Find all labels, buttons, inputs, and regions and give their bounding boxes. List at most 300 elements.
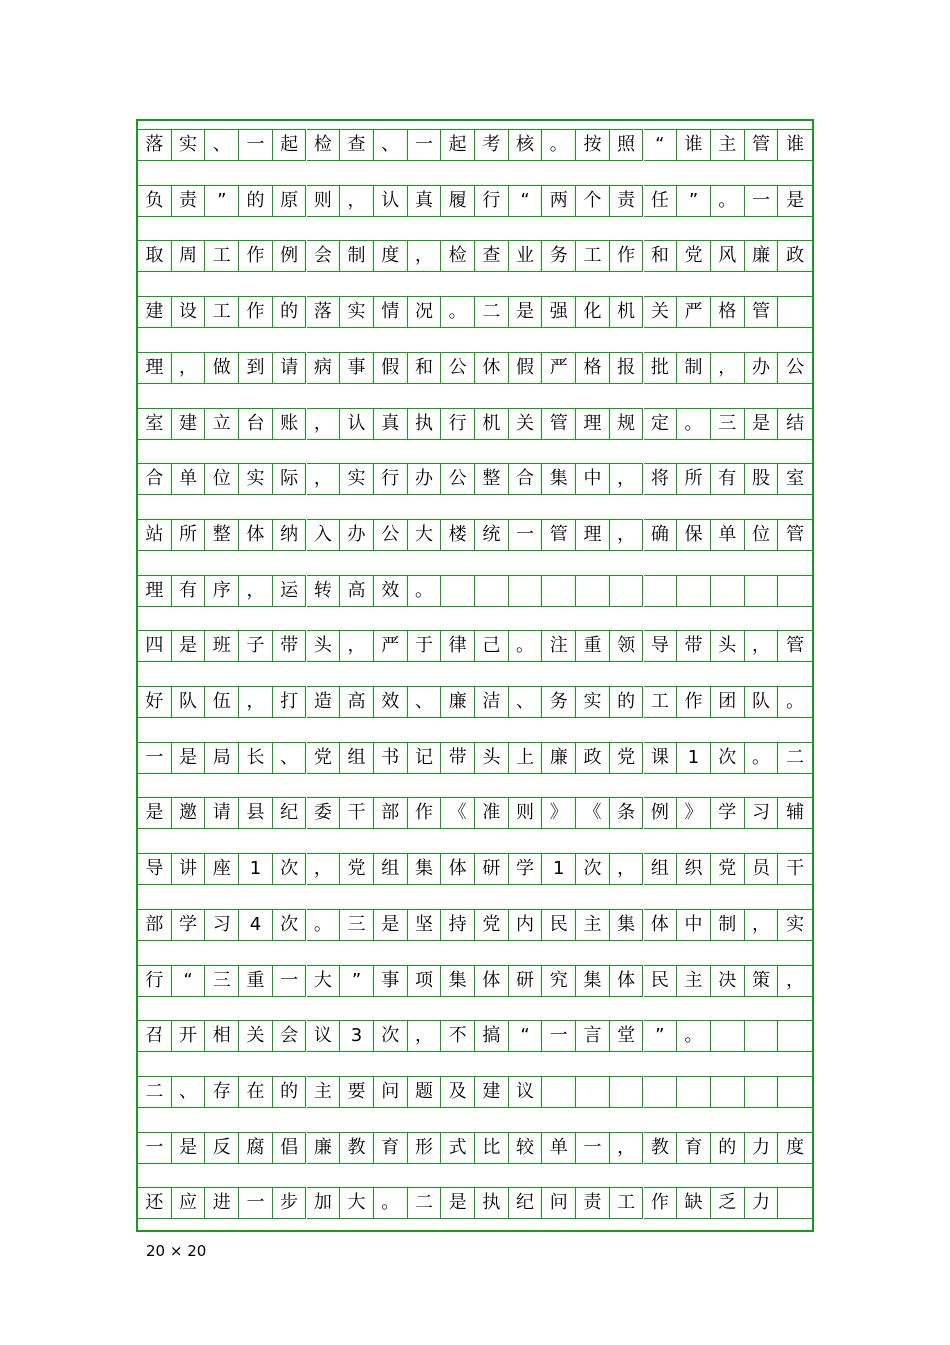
grid-row — [138, 1020, 812, 1052]
grid-cell: 政 — [778, 240, 812, 272]
grid-cell: 头 — [307, 630, 341, 662]
grid-cell: 造 — [307, 686, 341, 718]
grid-cell: 落 — [138, 129, 172, 161]
grid-cell: 理 — [138, 352, 172, 384]
grid-cell: 是 — [441, 1187, 475, 1219]
grid-cell: 批 — [644, 352, 678, 384]
grid-cell: 公 — [441, 463, 475, 495]
grid-cell: 请 — [273, 352, 307, 384]
grid-cell: 。 — [745, 742, 779, 774]
grid-cell: 集 — [576, 965, 610, 997]
grid-cell: 较 — [509, 1132, 543, 1164]
grid-cell: 执 — [408, 408, 442, 440]
grid-cell: 工 — [644, 686, 678, 718]
grid-cell: 长 — [239, 742, 273, 774]
grid-cell: 办 — [340, 519, 374, 551]
grid-cell: 情 — [374, 296, 408, 328]
grid-cell: 书 — [374, 742, 408, 774]
grid-cell: 作 — [239, 240, 273, 272]
grid-cell: 坚 — [408, 909, 442, 941]
grid-cell: 会 — [307, 240, 341, 272]
grid-cell: 组 — [374, 853, 408, 885]
grid-cell: 和 — [644, 240, 678, 272]
grid-cell — [677, 575, 711, 607]
grid-cell: 一 — [408, 129, 442, 161]
grid-cell: 是 — [172, 630, 206, 662]
grid-cell: 和 — [408, 352, 442, 384]
grid-cell: 主 — [576, 909, 610, 941]
grid-cell: 是 — [172, 1132, 206, 1164]
grid-cell: 4 — [239, 909, 273, 941]
grid-cell: 问 — [542, 1187, 576, 1219]
grid-cell: 学 — [172, 909, 206, 941]
grid-cell: 搞 — [475, 1020, 509, 1052]
grid-cell: 工 — [205, 296, 239, 328]
grid-cell: 组 — [644, 853, 678, 885]
grid-cell: 1 — [239, 853, 273, 885]
grid-cell: 办 — [408, 463, 442, 495]
grid-cell: 机 — [475, 408, 509, 440]
grid-cell: 。 — [677, 1020, 711, 1052]
grid-cell: 次 — [374, 1020, 408, 1052]
grid-row — [138, 965, 812, 997]
grid-cell: 反 — [205, 1132, 239, 1164]
grid-cell: 廉 — [745, 240, 779, 272]
grid-cell: 干 — [778, 853, 812, 885]
grid-cell: 比 — [475, 1132, 509, 1164]
grid-cell: 公 — [778, 352, 812, 384]
grid-cell: 台 — [239, 408, 273, 440]
grid-row — [138, 463, 812, 495]
grid-cell — [745, 575, 779, 607]
grid-cell: 《 — [441, 797, 475, 829]
grid-cell: 3 — [340, 1020, 374, 1052]
grid-cell: 决 — [711, 965, 745, 997]
grid-cell: ， — [239, 575, 273, 607]
grid-row — [138, 630, 812, 662]
grid-cell: 关 — [644, 296, 678, 328]
grid-cell: 记 — [408, 742, 442, 774]
grid-cell: 头 — [711, 630, 745, 662]
grid-cell: 课 — [644, 742, 678, 774]
grid-cell: 大 — [408, 519, 442, 551]
grid-cell: 。 — [307, 909, 341, 941]
grid-cell — [711, 575, 745, 607]
grid-cell: 议 — [307, 1020, 341, 1052]
grid-cell: 廉 — [542, 742, 576, 774]
grid-cell: ， — [408, 240, 442, 272]
grid-cell: 管 — [745, 296, 779, 328]
grid-cell: 队 — [172, 686, 206, 718]
grid-cell: 实 — [576, 686, 610, 718]
grid-cell: 假 — [374, 352, 408, 384]
grid-cell: 一 — [239, 129, 273, 161]
grid-cell: “ — [172, 965, 206, 997]
grid-cell: 、 — [172, 1076, 206, 1108]
grid-cell: 研 — [475, 853, 509, 885]
grid-cell: 强 — [542, 296, 576, 328]
grid-cell: 严 — [374, 630, 408, 662]
grid-cell: 县 — [239, 797, 273, 829]
grid-cell: 腐 — [239, 1132, 273, 1164]
grid-cell: 。 — [677, 408, 711, 440]
grid-cell: 作 — [610, 240, 644, 272]
grid-cell: 还 — [138, 1187, 172, 1219]
grid-cell: 堂 — [610, 1020, 644, 1052]
grid-cell: 核 — [509, 129, 543, 161]
grid-cell — [778, 575, 812, 607]
grid-cell: 两 — [542, 185, 576, 217]
grid-row — [138, 575, 812, 607]
grid-cell: 大 — [307, 965, 341, 997]
grid-cell: 的 — [239, 185, 273, 217]
grid-cell: 工 — [205, 240, 239, 272]
grid-cell: 内 — [509, 909, 543, 941]
grid-cell: 病 — [307, 352, 341, 384]
grid-cell: 党 — [711, 853, 745, 885]
grid-cell: 学 — [711, 797, 745, 829]
grid-cell: 一 — [745, 185, 779, 217]
grid-cell: 是 — [745, 408, 779, 440]
grid-cell: 事 — [340, 352, 374, 384]
grid-cell: 在 — [239, 1076, 273, 1108]
grid-cell: 洁 — [475, 686, 509, 718]
grid-cell: 次 — [711, 742, 745, 774]
grid-cell: 重 — [239, 965, 273, 997]
grid-cell: 力 — [745, 1132, 779, 1164]
grid-cell: 中 — [576, 463, 610, 495]
grid-cell: 学 — [509, 853, 543, 885]
grid-cell: 行 — [475, 185, 509, 217]
grid-cell: 单 — [172, 463, 206, 495]
grid-cell: 起 — [441, 129, 475, 161]
grid-cell: 负 — [138, 185, 172, 217]
grid-cell: ， — [745, 909, 779, 941]
grid-cell: 党 — [307, 742, 341, 774]
grid-cell: 三 — [711, 408, 745, 440]
grid-cell: 加 — [307, 1187, 341, 1219]
grid-cell: 1 — [542, 853, 576, 885]
grid-cell: 室 — [778, 463, 812, 495]
grid-cell: 教 — [340, 1132, 374, 1164]
grid-cell: ， — [307, 408, 341, 440]
grid-cell: 的 — [273, 1076, 307, 1108]
grid-cell: 确 — [644, 519, 678, 551]
grid-cell: 风 — [711, 240, 745, 272]
grid-cell: 实 — [340, 463, 374, 495]
grid-cell: 位 — [745, 519, 779, 551]
grid-cell: 教 — [644, 1132, 678, 1164]
grid-cell: ， — [610, 463, 644, 495]
grid-cell: 是 — [172, 742, 206, 774]
grid-cell: 、 — [205, 129, 239, 161]
grid-cell: ， — [340, 185, 374, 217]
grid-cell: 机 — [610, 296, 644, 328]
grid-cell: 乏 — [711, 1187, 745, 1219]
grid-cell: 严 — [677, 296, 711, 328]
grid-cell: 建 — [138, 296, 172, 328]
grid-cell: 民 — [542, 909, 576, 941]
grid-cell: ” — [677, 185, 711, 217]
grid-cell: 及 — [441, 1076, 475, 1108]
grid-cell: 团 — [711, 686, 745, 718]
grid-cell: 带 — [273, 630, 307, 662]
grid-cell: 管 — [542, 408, 576, 440]
grid-cell: 会 — [273, 1020, 307, 1052]
grid-cell: 制 — [711, 909, 745, 941]
grid-cell: 条 — [610, 797, 644, 829]
grid-cell: 部 — [138, 909, 172, 941]
grid-cell: 休 — [475, 352, 509, 384]
grid-cell: 讲 — [172, 853, 206, 885]
grid-cell: 党 — [340, 853, 374, 885]
grid-cell: 事 — [374, 965, 408, 997]
grid-cell: 作 — [239, 296, 273, 328]
grid-cell: 二 — [475, 296, 509, 328]
grid-cell: 、 — [509, 686, 543, 718]
grid-cell: 序 — [205, 575, 239, 607]
grid-row — [138, 352, 812, 384]
grid-cell: 三 — [205, 965, 239, 997]
grid-cell: 作 — [408, 797, 442, 829]
grid-cell: 公 — [441, 352, 475, 384]
grid-cell: 。 — [542, 129, 576, 161]
grid-cell: 相 — [205, 1020, 239, 1052]
grid-cell: ， — [610, 1132, 644, 1164]
grid-cell: 整 — [205, 519, 239, 551]
grid-cell: 缺 — [677, 1187, 711, 1219]
grid-cell: 《 — [576, 797, 610, 829]
grid-cell: 结 — [778, 408, 812, 440]
grid-cell: 纪 — [273, 797, 307, 829]
grid-cell: 照 — [610, 129, 644, 161]
grid-cell: 问 — [374, 1076, 408, 1108]
grid-cell: 关 — [239, 1020, 273, 1052]
grid-cell: 廉 — [307, 1132, 341, 1164]
grid-cell: 理 — [576, 408, 610, 440]
grid-cell: 是 — [778, 185, 812, 217]
grid-cell: 运 — [273, 575, 307, 607]
grid-cell: 认 — [374, 185, 408, 217]
grid-cell: 理 — [138, 575, 172, 607]
grid-cell: 持 — [441, 909, 475, 941]
grid-cell: 起 — [273, 129, 307, 161]
grid-cell: 开 — [172, 1020, 206, 1052]
grid-cell: ” — [644, 1020, 678, 1052]
grid-cell: 报 — [610, 352, 644, 384]
grid-cell: 取 — [138, 240, 172, 272]
grid-cell: 个 — [576, 185, 610, 217]
grid-cell: 管 — [745, 129, 779, 161]
grid-cell: 。 — [408, 575, 442, 607]
grid-cell: 格 — [711, 296, 745, 328]
grid-cell: 1 — [677, 742, 711, 774]
grid-cell: 真 — [374, 408, 408, 440]
grid-cell: 原 — [273, 185, 307, 217]
grid-cell: 形 — [408, 1132, 442, 1164]
grid-cell: 查 — [340, 129, 374, 161]
grid-cell: 检 — [307, 129, 341, 161]
grid-row — [138, 686, 812, 718]
grid-cell: 公 — [374, 519, 408, 551]
grid-cell: 则 — [307, 185, 341, 217]
grid-cell: 实 — [239, 463, 273, 495]
grid-cell: 楼 — [441, 519, 475, 551]
grid-cell: 账 — [273, 408, 307, 440]
grid-cell — [778, 1020, 812, 1052]
grid-cell — [677, 1076, 711, 1108]
grid-cell: 效 — [374, 686, 408, 718]
grid-cell — [778, 1187, 812, 1219]
grid-cell: 的 — [711, 1132, 745, 1164]
grid-cell: 次 — [273, 853, 307, 885]
grid-row — [138, 296, 812, 328]
grid-row — [138, 240, 812, 272]
grid-cell: 有 — [172, 575, 206, 607]
grid-cell — [644, 1076, 678, 1108]
grid-cell: 班 — [205, 630, 239, 662]
grid-cell: 行 — [441, 408, 475, 440]
grid-cell: “ — [509, 1020, 543, 1052]
grid-cell: 是 — [374, 909, 408, 941]
grid-cell: 集 — [542, 463, 576, 495]
grid-row — [138, 742, 812, 774]
grid-cell: ， — [711, 352, 745, 384]
grid-cell: 将 — [644, 463, 678, 495]
grid-cell — [542, 1076, 576, 1108]
grid-cell: 建 — [172, 408, 206, 440]
grid-cell: 体 — [475, 965, 509, 997]
grid-cell: 的 — [610, 686, 644, 718]
grid-cell: 干 — [340, 797, 374, 829]
grid-cell: 况 — [408, 296, 442, 328]
grid-cell: 项 — [408, 965, 442, 997]
grid-cell: 行 — [374, 463, 408, 495]
grid-cell: 一 — [138, 1132, 172, 1164]
grid-cell: 一 — [273, 965, 307, 997]
grid-cell: 》 — [542, 797, 576, 829]
grid-cell: 律 — [441, 630, 475, 662]
grid-cell: ， — [307, 463, 341, 495]
grid-cell: 管 — [778, 519, 812, 551]
grid-cell: 、 — [408, 686, 442, 718]
grid-cell: 带 — [441, 742, 475, 774]
grid-cell — [778, 296, 812, 328]
grid-cell: 上 — [509, 742, 543, 774]
grid-cell: 、 — [273, 742, 307, 774]
grid-cell: 党 — [677, 240, 711, 272]
grid-cell: ， — [340, 630, 374, 662]
grid-cell: 是 — [509, 296, 543, 328]
grid-cell: 打 — [273, 686, 307, 718]
grid-cell: 己 — [475, 630, 509, 662]
grid-cell — [745, 1020, 779, 1052]
grid-cell: 廉 — [441, 686, 475, 718]
grid-cell: 谁 — [677, 129, 711, 161]
grid-cell: ， — [778, 965, 812, 997]
grid-cell: 题 — [408, 1076, 442, 1108]
grid-cell: 定 — [644, 408, 678, 440]
grid-cell: 织 — [677, 853, 711, 885]
grid-cell: 步 — [273, 1187, 307, 1219]
grid-cell: 合 — [138, 463, 172, 495]
grid-cell: 》 — [677, 797, 711, 829]
grid-cell: 议 — [509, 1076, 543, 1108]
grid-cell: 部 — [374, 797, 408, 829]
grid-cell: 设 — [172, 296, 206, 328]
grid-cell: 队 — [745, 686, 779, 718]
grid-size-label: 20 × 20 — [146, 1242, 207, 1260]
grid-cell: 进 — [205, 1187, 239, 1219]
grid-row — [138, 519, 812, 551]
grid-cell — [644, 575, 678, 607]
grid-cell — [745, 1076, 779, 1108]
grid-cell: 效 — [374, 575, 408, 607]
grid-cell: 制 — [340, 240, 374, 272]
grid-cell: 整 — [475, 463, 509, 495]
grid-cell: 主 — [711, 129, 745, 161]
grid-cell: 高 — [340, 686, 374, 718]
grid-cell: ， — [239, 686, 273, 718]
grid-cell: 领 — [610, 630, 644, 662]
grid-cell: 体 — [441, 853, 475, 885]
grid-cell — [441, 575, 475, 607]
grid-cell: 转 — [307, 575, 341, 607]
grid-cell: 式 — [441, 1132, 475, 1164]
grid-cell: ” — [340, 965, 374, 997]
grid-cell: 位 — [205, 463, 239, 495]
grid-row — [138, 909, 812, 941]
grid-cell — [711, 1020, 745, 1052]
grid-cell: 的 — [273, 296, 307, 328]
grid-cell: 作 — [677, 686, 711, 718]
grid-cell: ， — [610, 853, 644, 885]
grid-cell: 二 — [778, 742, 812, 774]
grid-cell: ， — [745, 630, 779, 662]
grid-cell: 请 — [205, 797, 239, 829]
grid-cell — [475, 575, 509, 607]
grid-cell: 所 — [172, 519, 206, 551]
grid-row — [138, 1187, 812, 1219]
grid-cell: 集 — [441, 965, 475, 997]
grid-cell: 员 — [745, 853, 779, 885]
grid-cell: 一 — [542, 1020, 576, 1052]
grid-cell: 二 — [408, 1187, 442, 1219]
grid-cell: 所 — [677, 463, 711, 495]
grid-cell: 严 — [542, 352, 576, 384]
grid-cell: 行 — [138, 965, 172, 997]
grid-cell: 导 — [644, 630, 678, 662]
grid-cell: 党 — [475, 909, 509, 941]
grid-cell: 到 — [239, 352, 273, 384]
grid-cell: 高 — [340, 575, 374, 607]
grid-cell: 际 — [273, 463, 307, 495]
grid-cell: 体 — [239, 519, 273, 551]
grid-cell: ， — [307, 853, 341, 885]
grid-cell: 管 — [542, 519, 576, 551]
grid-cell: 于 — [408, 630, 442, 662]
grid-cell: 。 — [509, 630, 543, 662]
grid-cell: 中 — [677, 909, 711, 941]
grid-cell: 三 — [340, 909, 374, 941]
grid-cell: 按 — [576, 129, 610, 161]
grid-cell: 务 — [542, 686, 576, 718]
grid-cell: 头 — [475, 742, 509, 774]
grid-cell: 业 — [509, 240, 543, 272]
grid-cell: 合 — [509, 463, 543, 495]
grid-cell: 实 — [172, 129, 206, 161]
grid-cell — [509, 575, 543, 607]
